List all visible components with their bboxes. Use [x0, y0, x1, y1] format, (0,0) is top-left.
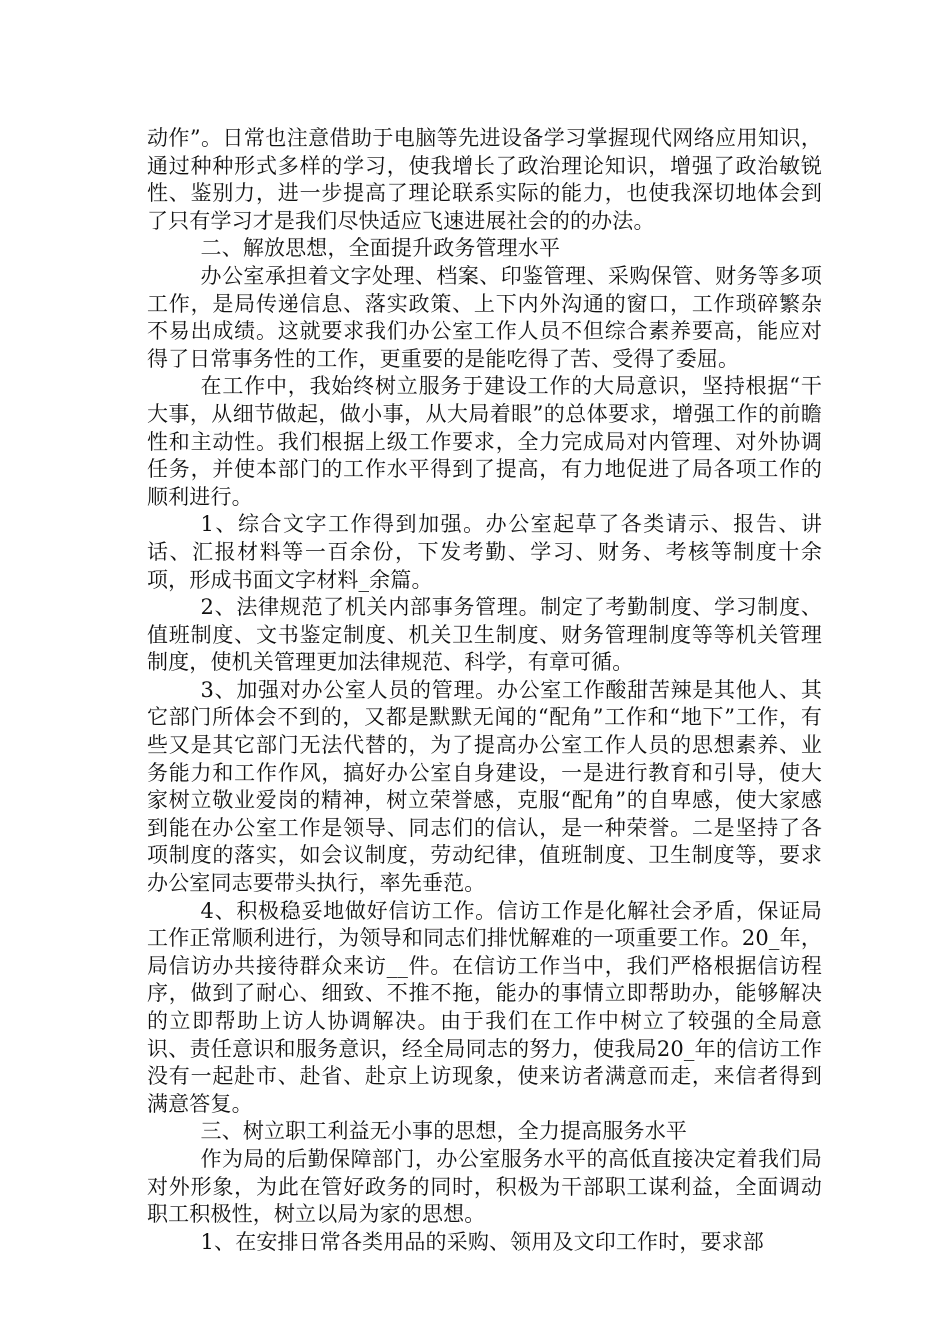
paragraph: 在工作中，我始终树立服务于建设工作的大局意识，坚持根据“干大事，从细节做起，做小事，从大局着眼”的总体要求，增强工作的前瞻性和主动性。我们根据上级工作要求，全力完成局对内管理、对外协调任务，并使本部门的工作水平得到了提高，有力地促进了局各项工作的顺利进行。 [147, 374, 822, 509]
list-item-4: 4、积极稳妥地做好信访工作。信访工作是化解社会矛盾，保证局工作正常顺利进行，为领导和同志们排忧解难的一项重要工作。20_年，局信访办共接待群众来访__件。在信访工作当中，我们严格根据信访程序，做到了耐心、细致、不推不拖，能办的事情立即帮助办，能够解决的立即帮助上访人协调解决。由于我们在工作中树立了较强的全局意识、责任意识和服务意识，经全局同志的努力，使我局20_年的信访工作没有一起赴市、赴省、赴京上访现象，使来访者满意而走，来信者得到满意答复。 [147, 898, 822, 1116]
list-item-1: 1、综合文字工作得到加强。办公室起草了各类请示、报告、讲话、汇报材料等一百余份，下发考勤、学习、财务、考核等制度十余项，形成书面文字材料_余篇。 [147, 512, 822, 592]
section-heading-3: 三、树立职工利益无小事的思想，全力提高服务水平 [200, 1119, 687, 1144]
list-item-3: 3、加强对办公室人员的管理。办公室工作酸甜苦辣是其他人、其它部门所体会不到的，又都是默默无闻的“配角”工作和“地下”工作，有些又是其它部门无法代替的，为了提高办公室工作人员的思想素养、业务能力和工作作风，搞好办公室自身建设，一是进行教育和引导，使大家树立敬业爱岗的精神，树立荣誉感，克服“配角”的自卑感，使大家感到能在办公室工作是领导、同志们的信认，是一种荣誉。二是坚持了各项制度的落实，如会议制度，劳动纪律，值班制度、卫生制度等，要求办公室同志要带头执行，率先垂范。 [147, 677, 822, 896]
paragraph-continuation: 动作”。日常也注意借助于电脑等先进设备学习掌握现代网络应用知识，通过种种形式多样的学习，使我增长了政治理论知识，增强了政治敏锐性、鉴别力，进一步提高了理论联系实际的能力，也使我深切地体会到了只有学习才是我们尽快适应飞速进展社会的的办法。 [147, 126, 822, 233]
document-body [147, 125, 822, 1256]
list-item-1: 1、在安排日常各类用品的采购、领用及文印工作时，要求部 [200, 1229, 764, 1254]
paragraph: 作为局的后勤保障部门，办公室服务水平的高低直接决定着我们局对外形象，为此在管好政务的同时，积极为干部职工谋利益，全面调动职工积极性，树立以局为家的思想。 [147, 1146, 822, 1227]
list-item-2: 2、法律规范了机关内部事务管理。制定了考勤制度、学习制度、值班制度、文书鉴定制度、机关卫生制度、财务管理制度等等机关管理制度，使机关管理更加法律规范、科学，有章可循。 [147, 595, 822, 675]
paragraph: 办公室承担着文字处理、档案、印鉴管理、采购保管、财务等多项工作，是局传递信息、落实政策、上下内外沟通的窗口，工作琐碎繁杂不易出成绩。这就要求我们办公室工作人员不但综合素养要高，能应对得了日常事务性的工作，更重要的是能吃得了苦、受得了委屈。 [147, 263, 822, 371]
section-heading-2: 二、解放思想，全面提升政务管理水平 [200, 236, 561, 261]
